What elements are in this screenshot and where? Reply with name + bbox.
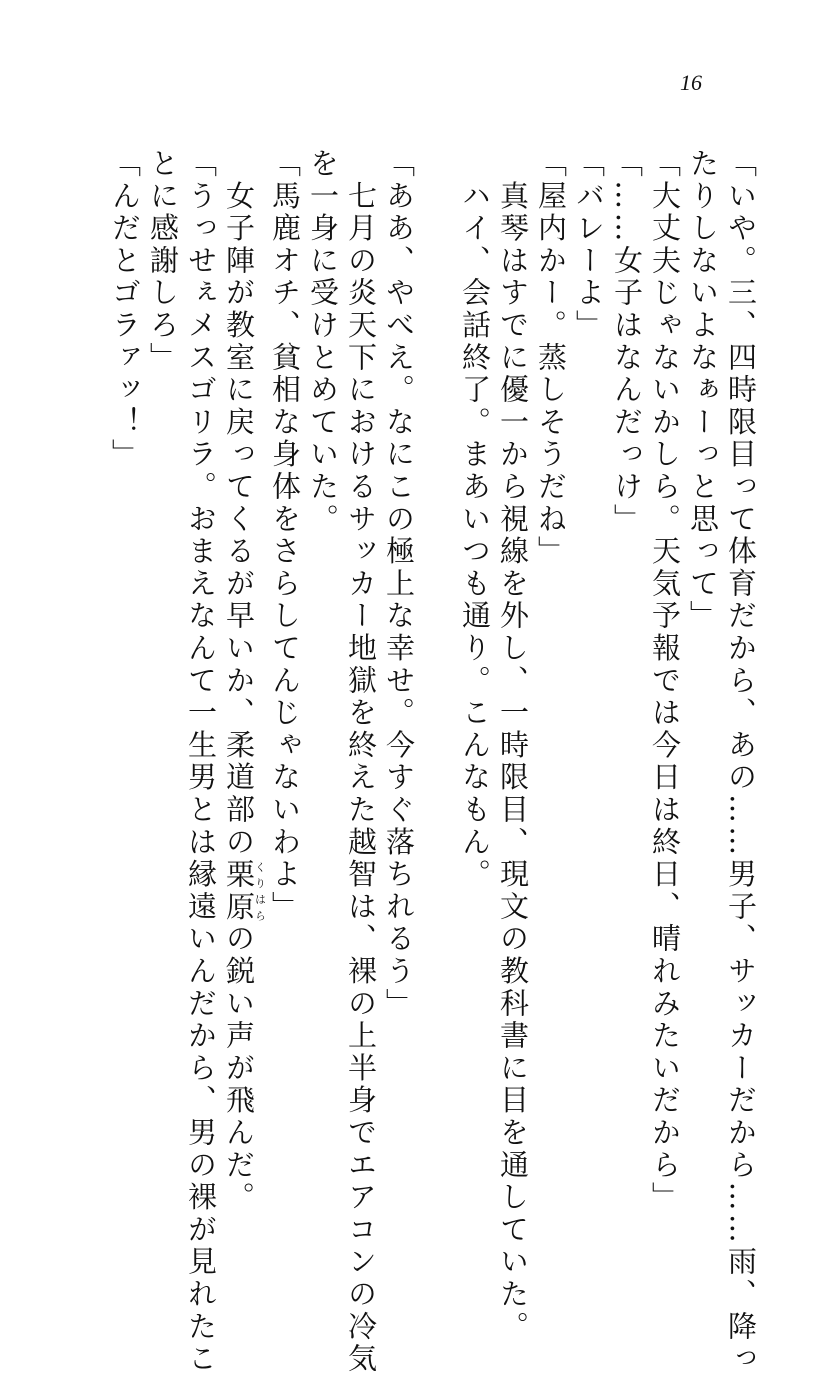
text-line: 「……女子はなんだっけ」 (610, 148, 644, 536)
ruby-reading: くりはら (253, 858, 267, 924)
text-line: 七月の炎天下におけるサッカー地獄を終えた越智は、裸の上半身でエアコンの冷気 (344, 148, 378, 1375)
text-line: を一身に受けとめていた。 (306, 148, 340, 536)
text-line: 「馬鹿オチ、貧相な身体をさらしてんじゃないわよ」 (268, 148, 302, 924)
text-line: 「屋内かー。蒸しそうだね」 (534, 148, 568, 568)
text-line: ハイ、会話終了。まあいつも通り。こんなもん。 (458, 148, 492, 891)
novel-text (106, 148, 760, 1375)
page-number: 16 (680, 70, 702, 95)
text-line: 「大丈夫じゃないかしら。天気予報では今日は終日、晴れみたいだから」 (648, 148, 682, 1214)
text-line: 「ああ、やべえ。なにこの極上な幸せ。今すぐ落ちれるう」 (382, 148, 416, 1021)
text-line: とに感謝しろ」 (146, 148, 180, 375)
text-line: 「うっせぇメスゴリラ。おまえなんて一生男とは縁遠いんだから、男の裸が見れたこ (184, 148, 218, 1375)
text-segment: 女子陣が教室に戻ってくるが早いか、柔道部の (222, 148, 256, 859)
text-line: 「いや。三、四時限目って体育だから、あの……男子、サッカーだから……雨、降っ (724, 148, 758, 1375)
text-line-with-ruby (220, 148, 267, 1214)
blank-line (418, 148, 456, 1168)
text-line: たりしないよなぁーっと思って」 (686, 148, 720, 633)
ruby-base: 栗原 (222, 858, 256, 924)
text-line: 「んだとゴラァッ！」 (108, 148, 142, 471)
text-line: 「バレーよ」 (572, 148, 606, 342)
text-line: 真琴はすでに優一から視線を外し、一時限目、現文の教科書に目を通していた。 (496, 148, 530, 1344)
text-segment: の鋭い声が飛んだ。 (222, 923, 256, 1214)
ruby-annotation (222, 858, 267, 924)
